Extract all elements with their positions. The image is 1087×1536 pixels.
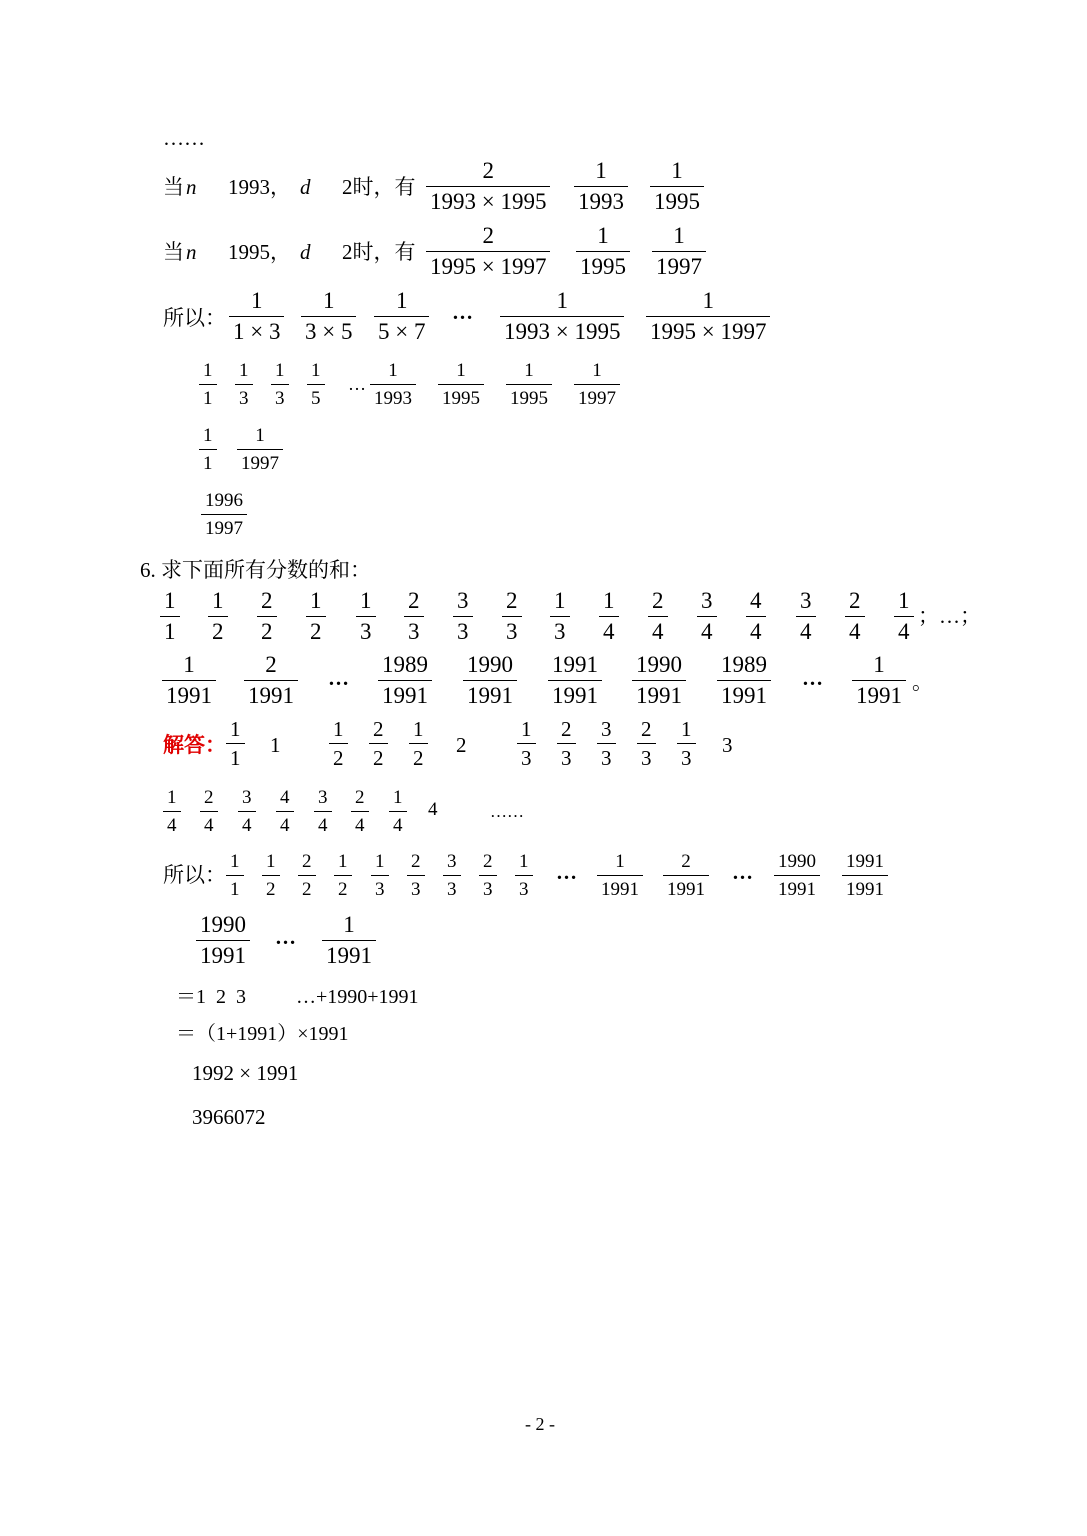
sol-sum-frac: 2 3 bbox=[407, 848, 425, 903]
p6-row1-frac: 1 2 bbox=[306, 586, 326, 647]
sol-g4-frac: 4 4 bbox=[276, 784, 294, 839]
p6-row1-frac: 4 4 bbox=[746, 586, 766, 647]
p6-row1-frac: 3 4 bbox=[796, 586, 816, 647]
sum1-frac: 1 3 × 5 bbox=[301, 286, 356, 347]
sol-g4-frac: 3 4 bbox=[238, 784, 256, 839]
sol-g2-val: 2 bbox=[456, 733, 467, 757]
sol-g4-frac: 3 4 bbox=[314, 784, 332, 839]
p6-row1-frac: 2 3 bbox=[404, 586, 424, 647]
p6-row2-frac: 2 1991 bbox=[244, 650, 298, 711]
p6-row1-frac: 2 4 bbox=[845, 586, 865, 647]
sol-sum-row2-frac: 1990 1991 bbox=[196, 910, 250, 971]
p6-row2-frac: 1989 1991 bbox=[717, 650, 771, 711]
sol-sum-frac: 1 3 bbox=[515, 848, 533, 903]
sum1-frac: 1 1 × 3 bbox=[229, 286, 284, 347]
sol-sum-frac: 1990 1991 bbox=[774, 848, 820, 903]
sol-g4-val: 4 bbox=[428, 799, 438, 820]
sol-sum-frac: 3 3 bbox=[443, 848, 461, 903]
sol-g3-frac: 3 3 bbox=[597, 715, 616, 772]
p6-row1-frac: 2 2 bbox=[257, 586, 277, 647]
sol-step2: ＝（1+1991）×1991 bbox=[176, 1023, 349, 1045]
p6-row2-ellipsis: … bbox=[802, 666, 823, 690]
sol-sum-frac: 2 3 bbox=[479, 848, 497, 903]
case1-var-d: d bbox=[300, 175, 311, 199]
p6-row1-frac: 3 3 bbox=[453, 586, 473, 647]
p6-row2-frac: 1 1991 bbox=[162, 650, 216, 711]
sol-g2-frac: 1 2 bbox=[409, 715, 428, 772]
sol-sum-dots: … bbox=[556, 860, 577, 884]
p6-row1-frac: 1 1 bbox=[160, 586, 180, 647]
sol-g4-ellipsis: …… bbox=[490, 802, 524, 821]
case2-frac-1: 2 1995 × 1997 bbox=[426, 221, 550, 282]
p6-row1-end: ；…； bbox=[918, 604, 981, 628]
top-ellipsis: …… bbox=[163, 126, 205, 150]
sol-step3: 1992 × 1991 bbox=[192, 1061, 299, 1085]
sol-sum-frac: 1 1 bbox=[226, 848, 244, 903]
sum1-line2-frac: 1 1997 bbox=[574, 357, 620, 412]
sol-g2-frac: 1 2 bbox=[329, 715, 348, 772]
sol-g4-frac: 2 4 bbox=[200, 784, 218, 839]
case1-var-n: n bbox=[186, 175, 197, 199]
p6-row2-end: 。 bbox=[912, 670, 933, 694]
sol-g3-frac: 1 3 bbox=[517, 715, 536, 772]
p6-row1-frac: 1 3 bbox=[550, 586, 570, 647]
case1-eq2: 2时，有 bbox=[342, 175, 416, 199]
sum1-line2-frac: 1 1995 bbox=[506, 357, 552, 412]
sum1-line2-frac: 1 1 bbox=[199, 357, 217, 412]
p6-row2-frac: 1990 1991 bbox=[463, 650, 517, 711]
sum1-line2-frac: 1 1993 bbox=[370, 357, 416, 412]
sol-g3-frac: 1 3 bbox=[677, 715, 696, 772]
sum1-frac: 1 5 × 7 bbox=[374, 286, 429, 347]
sol-sum-dots: … bbox=[275, 925, 296, 949]
sol-sum-frac: 1 3 bbox=[371, 848, 389, 903]
sol-g3-val: 3 bbox=[722, 733, 733, 757]
p6-row2-ellipsis: … bbox=[328, 666, 349, 690]
p6-row2-frac: 1989 1991 bbox=[378, 650, 432, 711]
p6-row1-frac: 1 4 bbox=[599, 586, 619, 647]
sol-sum-label: 所以： bbox=[163, 863, 226, 887]
sum1-line2-frac: 1 3 bbox=[271, 357, 289, 412]
sum1-line2-ellipsis: … bbox=[348, 374, 366, 394]
sol-sum-dots: … bbox=[732, 860, 753, 884]
sol-sum-frac: 2 1991 bbox=[663, 848, 709, 903]
sol-step4: 3966072 bbox=[192, 1105, 266, 1129]
sol-g3-frac: 2 3 bbox=[557, 715, 576, 772]
sol-g4-frac: 1 4 bbox=[389, 784, 407, 839]
sol-g4-frac: 1 4 bbox=[163, 784, 181, 839]
sum1-result-frac: 1996 1997 bbox=[201, 487, 247, 542]
sol-g1-frac: 1 1 bbox=[226, 715, 245, 772]
sol-g4-frac: 2 4 bbox=[351, 784, 369, 839]
sol-g2-frac: 2 2 bbox=[369, 715, 388, 772]
case1-eq1: 1993， bbox=[228, 175, 291, 199]
case1-frac-1: 2 1993 × 1995 bbox=[426, 156, 550, 217]
solution-label: 解答： bbox=[163, 733, 226, 757]
sol-sum-frac: 1 2 bbox=[262, 848, 280, 903]
case2-frac-3: 1 1997 bbox=[652, 221, 706, 282]
sol-step1-suffix: …+1990+1991 bbox=[296, 986, 419, 1008]
p6-row1-frac: 1 2 bbox=[208, 586, 228, 647]
sum1-frac: 1 1995 × 1997 bbox=[646, 286, 770, 347]
sum1-line3-frac: 1 1 bbox=[199, 422, 217, 477]
p6-row1-frac: 3 4 bbox=[697, 586, 717, 647]
sol-sum-row2-frac: 1 1991 bbox=[322, 910, 376, 971]
sum1-line2-frac: 1 3 bbox=[235, 357, 253, 412]
p6-row1-frac: 1 3 bbox=[356, 586, 376, 647]
case2-eq2: 2时，有 bbox=[342, 240, 416, 264]
sol-sum-frac: 1 1991 bbox=[597, 848, 643, 903]
sum1-line3-frac: 1 1997 bbox=[237, 422, 283, 477]
sum1-label: 所以： bbox=[163, 306, 226, 330]
sol-step1-prefix: ＝1 2 3 bbox=[176, 986, 256, 1008]
problem6-title: 6. 求下面所有分数的和： bbox=[140, 558, 371, 582]
sol-sum-frac: 1 2 bbox=[334, 848, 352, 903]
p6-row2-frac: 1 1991 bbox=[852, 650, 906, 711]
case2-var-n: n bbox=[186, 240, 197, 264]
sum1-line2-frac: 1 1995 bbox=[438, 357, 484, 412]
case2-frac-2: 1 1995 bbox=[576, 221, 630, 282]
sum1-line2-frac: 1 5 bbox=[307, 357, 325, 412]
sol-g1-val: 1 bbox=[270, 733, 281, 757]
case2-prefix: 当 bbox=[163, 240, 184, 264]
p6-row1-frac: 2 3 bbox=[502, 586, 522, 647]
p6-row1-frac: 2 4 bbox=[648, 586, 668, 647]
sum1-dots: … bbox=[452, 300, 473, 324]
sol-sum-frac: 1991 1991 bbox=[842, 848, 888, 903]
case1-prefix: 当 bbox=[163, 175, 184, 199]
case1-frac-2: 1 1993 bbox=[574, 156, 628, 217]
case2-eq1: 1995， bbox=[228, 240, 291, 264]
sol-g3-frac: 2 3 bbox=[637, 715, 656, 772]
case1-frac-3: 1 1995 bbox=[650, 156, 704, 217]
p6-row2-frac: 1990 1991 bbox=[632, 650, 686, 711]
p6-row2-frac: 1991 1991 bbox=[548, 650, 602, 711]
p6-row1-frac: 1 4 bbox=[894, 586, 914, 647]
sum1-frac: 1 1993 × 1995 bbox=[500, 286, 624, 347]
sol-sum-frac: 2 2 bbox=[298, 848, 316, 903]
page-number: - 2 - bbox=[525, 1414, 555, 1434]
case2-var-d: d bbox=[300, 240, 311, 264]
